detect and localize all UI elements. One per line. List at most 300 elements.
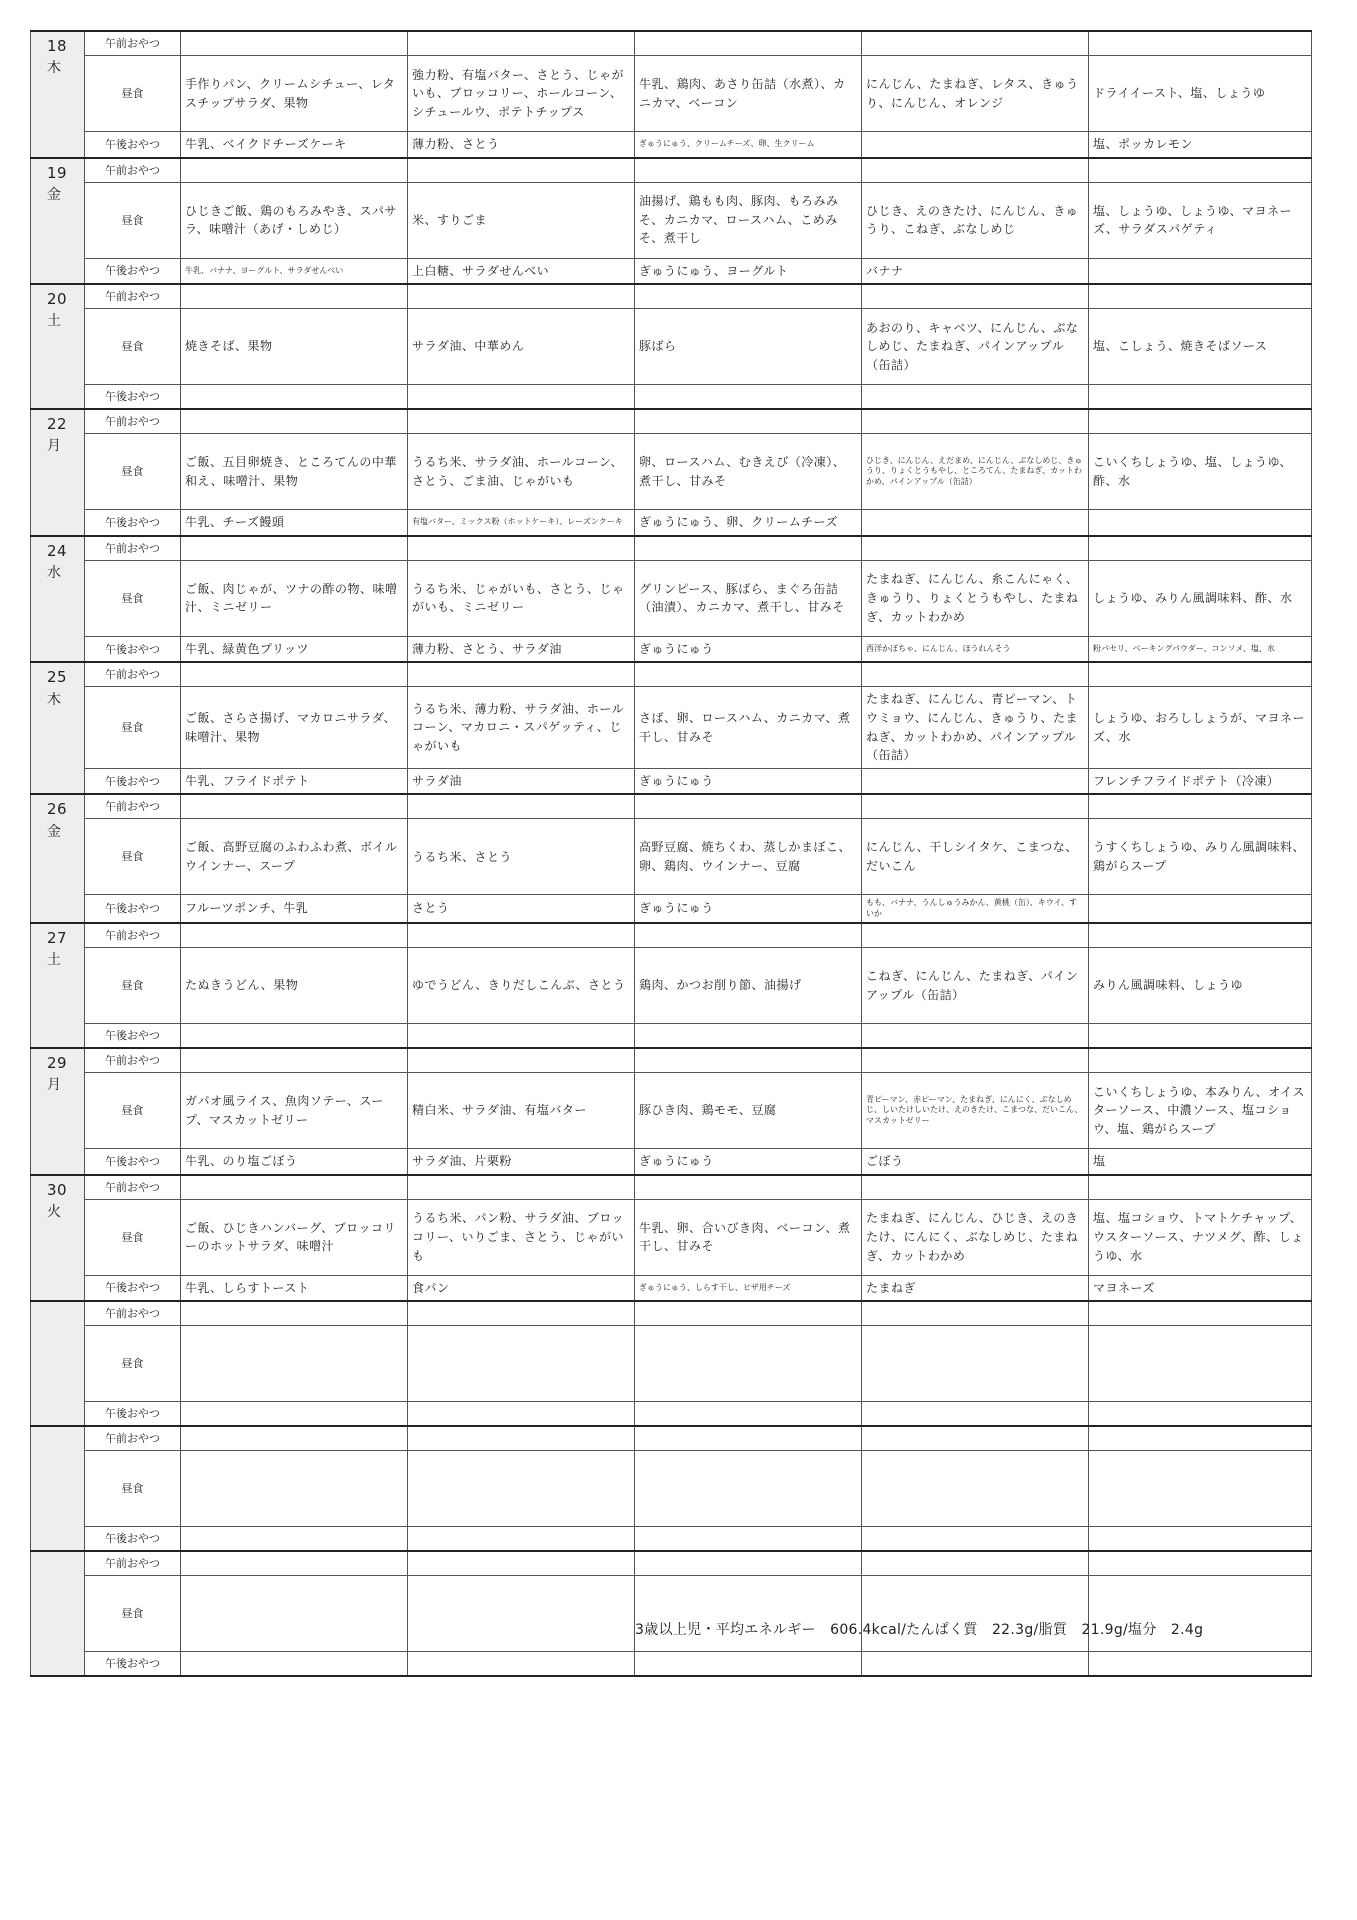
meal-row <box>31 1149 1312 1175</box>
day-date: 30 <box>47 1180 68 1199</box>
day-date: 20 <box>47 290 68 309</box>
meal-label: 昼食 <box>85 1199 181 1275</box>
menu-cell: たまねぎ、にんじん、ひじき、えのきたけ、にんにく、ぶなしめじ、たまねぎ、カットわかめ <box>862 1199 1089 1275</box>
menu-cell <box>181 536 408 561</box>
menu-cell <box>181 1175 408 1200</box>
menu-cell <box>181 1527 408 1552</box>
day-date: 19 <box>47 163 68 182</box>
day-weekday: 木 <box>47 691 62 708</box>
menu-cell: 牛乳、緑黄色プリッツ <box>181 636 408 662</box>
day-cell <box>31 536 85 663</box>
meal-label: 午前おやつ <box>85 794 181 819</box>
menu-cell <box>408 662 635 687</box>
menu-cell: 塩、こしょう、焼きそばソース <box>1089 309 1312 385</box>
menu-cell <box>862 1301 1089 1326</box>
menu-cell <box>1089 1426 1312 1451</box>
menu-cell <box>181 31 408 56</box>
menu-cell: 豚ばら <box>635 309 862 385</box>
day-cell <box>31 1301 85 1426</box>
meal-row <box>31 895 1312 923</box>
menu-cell: 牛乳、卵、合いびき肉、ベーコン、煮干し、甘みそ <box>635 1199 862 1275</box>
menu-cell <box>408 1576 635 1652</box>
menu-cell <box>862 1576 1089 1652</box>
menu-cell: みりん風調味料、しょうゆ <box>1089 948 1312 1024</box>
menu-cell <box>862 31 1089 56</box>
day-date: 29 <box>47 1054 68 1073</box>
meal-label: 午後おやつ <box>85 1402 181 1427</box>
menu-cell <box>635 1652 862 1677</box>
menu-cell: たまねぎ <box>862 1275 1089 1301</box>
menu-cell: ゆでうどん、きりだしこんぶ、さとう <box>408 948 635 1024</box>
menu-cell: 塩、塩コショウ、トマトケチャップ、ウスターソース、ナツメグ、酢、しょうゆ、水 <box>1089 1199 1312 1275</box>
menu-cell: にんじん、干しシイタケ、こまつな、だいこん <box>862 819 1089 895</box>
day-weekday: 月 <box>47 1077 62 1094</box>
meal-row <box>31 768 1312 794</box>
meal-row <box>31 1175 1312 1200</box>
menu-cell: 精白米、サラダ油、有塩バター <box>408 1073 635 1149</box>
menu-cell: 強力粉、有塩バター、さとう、じゃがいも、ブロッコリー、ホールコーン、シチュールウ、ポテトチップス <box>408 56 635 132</box>
menu-cell <box>862 1048 1089 1073</box>
day-cell <box>31 1551 85 1676</box>
menu-cell: ごぼう <box>862 1149 1089 1175</box>
menu-cell <box>181 662 408 687</box>
menu-cell: こいくちしょうゆ、本みりん、オイスターソース、中濃ソース、塩コショウ、塩、鶏がらスープ <box>1089 1073 1312 1149</box>
menu-cell: 卵、ロースハム、むきえび（冷凍）、煮干し、甘みそ <box>635 434 862 510</box>
meal-row <box>31 662 1312 687</box>
menu-table <box>30 30 1312 1677</box>
menu-cell <box>635 31 862 56</box>
meal-row <box>31 1652 1312 1677</box>
day-date: 24 <box>47 541 68 560</box>
meal-row <box>31 309 1312 385</box>
menu-cell <box>181 1551 408 1576</box>
meal-row <box>31 560 1312 636</box>
meal-row <box>31 385 1312 410</box>
meal-label: 午前おやつ <box>85 1048 181 1073</box>
menu-cell: たまねぎ、にんじん、糸こんにゃく、きゅうり、りょくとうもやし、たまねぎ、カットわかめ <box>862 560 1089 636</box>
menu-cell <box>862 1402 1089 1427</box>
meal-label: 午後おやつ <box>85 1149 181 1175</box>
menu-cell <box>635 1451 862 1527</box>
day-weekday: 木 <box>47 60 62 77</box>
menu-cell: ぎゅうにゅう <box>635 636 862 662</box>
menu-cell <box>635 1551 862 1576</box>
menu-cell <box>635 158 862 183</box>
meal-row <box>31 258 1312 284</box>
menu-cell: さとう <box>408 895 635 923</box>
day-block <box>31 31 1312 158</box>
menu-cell: しょうゆ、みりん風調味料、酢、水 <box>1089 560 1312 636</box>
menu-cell <box>1089 662 1312 687</box>
menu-cell: 牛乳、のり塩ごぼう <box>181 1149 408 1175</box>
day-block <box>31 1048 1312 1175</box>
meal-label: 午前おやつ <box>85 1175 181 1200</box>
menu-cell: うるち米、じゃがいも、さとう、じゃがいも、ミニゼリー <box>408 560 635 636</box>
menu-cell: 青ピーマン、赤ピーマン、たまねぎ、にんにく、ぶなしめじ、しいたけしいたけ、えのきたけ、こまつな、だいこん、マスカットゼリー <box>862 1073 1089 1149</box>
menu-cell <box>181 409 408 434</box>
menu-cell: ご飯、ひじきハンバーグ、ブロッコリーのホットサラダ、味噌汁 <box>181 1199 408 1275</box>
meal-label: 昼食 <box>85 56 181 132</box>
menu-cell <box>408 1551 635 1576</box>
meal-row <box>31 687 1312 768</box>
day-block <box>31 1175 1312 1302</box>
day-cell <box>31 662 85 794</box>
menu-cell <box>635 1426 862 1451</box>
meal-label: 昼食 <box>85 819 181 895</box>
menu-cell <box>635 1175 862 1200</box>
meal-row <box>31 794 1312 819</box>
meal-label: 午後おやつ <box>85 636 181 662</box>
menu-cell: 有塩バター、ミックス粉（ホットケーキ）、レーズンクーキ <box>408 510 635 536</box>
day-block <box>31 1426 1312 1551</box>
menu-cell: ドライイースト、塩、しょうゆ <box>1089 56 1312 132</box>
menu-cell: ぎゅうにゅう、しらす干し、ピザ用チーズ <box>635 1275 862 1301</box>
menu-cell <box>408 1175 635 1200</box>
menu-cell: うるち米、さとう <box>408 819 635 895</box>
menu-cell: にんじん、たまねぎ、レタス、きゅうり、にんじん、オレンジ <box>862 56 1089 132</box>
menu-cell <box>862 1326 1089 1402</box>
menu-cell: ぎゅうにゅう、ヨーグルト <box>635 258 862 284</box>
menu-cell <box>635 1048 862 1073</box>
meal-label: 午前おやつ <box>85 31 181 56</box>
nutrition-summary: 3歳以上児・平均エネルギー 606.4kcal/たんぱく質 22.3g/脂質 21.9g/塩分 2.4g <box>635 1622 1204 1638</box>
menu-cell: こねぎ、にんじん、たまねぎ、パインアップル（缶詰） <box>862 948 1089 1024</box>
menu-cell: 油揚げ、鶏もも肉、豚肉、もろみみそ、カニカマ、ロースハム、こめみそ、煮干し <box>635 182 862 258</box>
menu-cell <box>181 1048 408 1073</box>
menu-cell <box>408 536 635 561</box>
day-cell <box>31 158 85 285</box>
menu-cell: あおのり、キャベツ、にんじん、ぶなしめじ、たまねぎ、パインアップル（缶詰） <box>862 309 1089 385</box>
menu-cell <box>181 794 408 819</box>
menu-cell <box>408 1451 635 1527</box>
menu-cell <box>862 510 1089 536</box>
menu-cell <box>635 1527 862 1552</box>
menu-cell: ひじき、にんじん、えだまめ、にんじん、ぶなしめじ、きゅうり、りょくとうもやし、ところてん、たまねぎ、カットわかめ、パインアップル（缶詰） <box>862 434 1089 510</box>
meal-row <box>31 434 1312 510</box>
menu-cell <box>635 1326 862 1402</box>
menu-cell <box>1089 1402 1312 1427</box>
menu-cell: 食パン <box>408 1275 635 1301</box>
menu-cell <box>181 1301 408 1326</box>
menu-cell <box>862 1024 1089 1049</box>
meal-label: 午前おやつ <box>85 158 181 183</box>
meal-row <box>31 1024 1312 1049</box>
meal-row <box>31 1451 1312 1527</box>
menu-cell: 粉パセリ、ベーキングパウダー、コンソメ、塩、水 <box>1089 636 1312 662</box>
menu-cell <box>408 794 635 819</box>
meal-row <box>31 819 1312 895</box>
menu-cell: 豚ひき肉、鶏モモ、豆腐 <box>635 1073 862 1149</box>
menu-cell <box>862 1551 1089 1576</box>
menu-cell: ガパオ風ライス、魚肉ソテー、スープ、マスカットゼリー <box>181 1073 408 1149</box>
menu-cell <box>181 1451 408 1527</box>
menu-cell <box>1089 31 1312 56</box>
day-cell <box>31 31 85 158</box>
day-date: 27 <box>47 929 68 948</box>
menu-cell <box>1089 1451 1312 1527</box>
meal-row <box>31 1048 1312 1073</box>
meal-row <box>31 948 1312 1024</box>
menu-cell: しょうゆ、おろししょうが、マヨネーズ、水 <box>1089 687 1312 768</box>
menu-cell <box>408 1326 635 1402</box>
menu-cell <box>181 923 408 948</box>
menu-cell <box>408 1301 635 1326</box>
menu-cell: こいくちしょうゆ、塩、しょうゆ、酢、水 <box>1089 434 1312 510</box>
menu-cell <box>1089 510 1312 536</box>
menu-cell <box>181 1426 408 1451</box>
meal-label: 午後おやつ <box>85 132 181 158</box>
meal-label: 昼食 <box>85 1576 181 1652</box>
menu-cell <box>862 409 1089 434</box>
menu-cell: さば、卵、ロースハム、カニカマ、煮干し、甘みそ <box>635 687 862 768</box>
meal-label: 昼食 <box>85 182 181 258</box>
menu-cell <box>635 409 862 434</box>
meal-row <box>31 409 1312 434</box>
menu-cell <box>635 1024 862 1049</box>
day-block <box>31 923 1312 1048</box>
day-weekday: 水 <box>47 565 62 582</box>
menu-cell <box>181 1024 408 1049</box>
menu-cell: 薄力粉、さとう、サラダ油 <box>408 636 635 662</box>
day-cell <box>31 1048 85 1175</box>
meal-label: 昼食 <box>85 687 181 768</box>
menu-cell: グリンピース、豚ばら、まぐろ缶詰（油漬）、カニカマ、煮干し、甘みそ <box>635 560 862 636</box>
menu-cell: ご飯、肉じゃが、ツナの酢の物、味噌汁、ミニゼリー <box>181 560 408 636</box>
menu-cell <box>1089 385 1312 410</box>
menu-cell <box>1089 895 1312 923</box>
meal-label: 午後おやつ <box>85 768 181 794</box>
meal-label: 午前おやつ <box>85 284 181 309</box>
menu-cell: 西洋かぼちゃ、にんじん、ほうれんそう <box>862 636 1089 662</box>
menu-cell <box>1089 284 1312 309</box>
meal-row <box>31 1426 1312 1451</box>
day-date: 22 <box>47 415 68 434</box>
meal-row <box>31 132 1312 158</box>
menu-cell: 牛乳、ベイクドチーズケーキ <box>181 132 408 158</box>
meal-label: 昼食 <box>85 948 181 1024</box>
meal-row <box>31 1551 1312 1576</box>
menu-cell: サラダ油、中華めん <box>408 309 635 385</box>
meal-row <box>31 56 1312 132</box>
menu-cell <box>862 662 1089 687</box>
menu-cell <box>862 1451 1089 1527</box>
meal-label: 午後おやつ <box>85 1024 181 1049</box>
meal-label: 午前おやつ <box>85 409 181 434</box>
day-block <box>31 536 1312 663</box>
menu-cell: ご飯、五目卵焼き、ところてんの中華和え、味噌汁、果物 <box>181 434 408 510</box>
day-cell <box>31 923 85 1048</box>
menu-cell: フレンチフライドポテト（冷凍） <box>1089 768 1312 794</box>
menu-cell <box>1089 1652 1312 1677</box>
menu-cell <box>635 923 862 948</box>
menu-cell <box>408 409 635 434</box>
meal-label: 午後おやつ <box>85 1652 181 1677</box>
meal-label: 昼食 <box>85 434 181 510</box>
day-weekday: 金 <box>47 186 62 203</box>
menu-cell: 米、すりごま <box>408 182 635 258</box>
menu-cell <box>181 1402 408 1427</box>
menu-cell: ひじき、えのきたけ、にんじん、きゅうり、こねぎ、ぶなしめじ <box>862 182 1089 258</box>
menu-cell <box>862 1426 1089 1451</box>
meal-row <box>31 1199 1312 1275</box>
menu-cell <box>1089 536 1312 561</box>
meal-label: 昼食 <box>85 1326 181 1402</box>
menu-cell <box>408 1527 635 1552</box>
menu-cell <box>635 1576 862 1652</box>
menu-cell <box>1089 1301 1312 1326</box>
day-block <box>31 1301 1312 1426</box>
menu-cell <box>635 1402 862 1427</box>
day-weekday: 土 <box>47 313 62 330</box>
menu-cell <box>635 1301 862 1326</box>
menu-cell <box>1089 1024 1312 1049</box>
menu-cell: ご飯、さらさ揚げ、マカロニサラダ、味噌汁、果物 <box>181 687 408 768</box>
menu-cell: 高野豆腐、焼ちくわ、蒸しかまぼこ、卵、鶏肉、ウインナー、豆腐 <box>635 819 862 895</box>
menu-cell: たぬきうどん、果物 <box>181 948 408 1024</box>
day-date: 25 <box>47 668 68 687</box>
meal-label: 午後おやつ <box>85 258 181 284</box>
menu-cell <box>408 31 635 56</box>
menu-cell <box>181 158 408 183</box>
menu-cell: 上白糖、サラダせんべい <box>408 258 635 284</box>
menu-cell <box>408 1652 635 1677</box>
day-block <box>31 662 1312 794</box>
meal-row <box>31 1301 1312 1326</box>
meal-label: 昼食 <box>85 1451 181 1527</box>
menu-cell <box>408 1402 635 1427</box>
menu-cell <box>408 1024 635 1049</box>
day-cell <box>31 794 85 923</box>
menu-cell: もも、バナナ、うんしゅうみかん、黄桃（缶）、キウイ、すいか <box>862 895 1089 923</box>
menu-cell <box>862 158 1089 183</box>
menu-cell: ぎゅうにゅう <box>635 1149 862 1175</box>
meal-row <box>31 1073 1312 1149</box>
menu-cell <box>635 284 862 309</box>
menu-cell: 焼きそば、果物 <box>181 309 408 385</box>
menu-cell <box>181 385 408 410</box>
menu-cell <box>862 385 1089 410</box>
day-cell <box>31 284 85 409</box>
day-block <box>31 409 1312 536</box>
menu-cell <box>181 1576 408 1652</box>
menu-cell <box>862 284 1089 309</box>
meal-row <box>31 923 1312 948</box>
menu-cell: 牛乳、フライドポテト <box>181 768 408 794</box>
menu-cell <box>1089 1048 1312 1073</box>
meal-label: 午前おやつ <box>85 1551 181 1576</box>
menu-cell: ぎゅうにゅう、卵、クリームチーズ <box>635 510 862 536</box>
menu-cell <box>635 536 862 561</box>
menu-cell: たまねぎ、にんじん、青ピーマン、トウミョウ、にんじん、きゅうり、たまねぎ、カットわかめ、パインアップル（缶詰） <box>862 687 1089 768</box>
menu-cell <box>862 1652 1089 1677</box>
menu-cell <box>1089 158 1312 183</box>
meal-label: 午後おやつ <box>85 1527 181 1552</box>
day-date: 18 <box>47 37 68 55</box>
menu-cell <box>862 132 1089 158</box>
menu-cell: サラダ油 <box>408 768 635 794</box>
menu-cell: 牛乳、チーズ饅頭 <box>181 510 408 536</box>
menu-cell <box>635 385 862 410</box>
meal-label: 午前おやつ <box>85 1426 181 1451</box>
menu-cell: 塩、ポッカレモン <box>1089 132 1312 158</box>
menu-cell: うすくちしょうゆ、みりん風調味料、鶏がらスープ <box>1089 819 1312 895</box>
day-weekday: 土 <box>47 952 62 969</box>
meal-label: 昼食 <box>85 309 181 385</box>
menu-cell <box>1089 1551 1312 1576</box>
meal-label: 午後おやつ <box>85 1275 181 1301</box>
day-block <box>31 794 1312 923</box>
menu-cell <box>408 1426 635 1451</box>
menu-cell <box>408 158 635 183</box>
menu-cell <box>862 768 1089 794</box>
menu-cell <box>1089 1527 1312 1552</box>
menu-cell: ぎゅうにゅう <box>635 768 862 794</box>
day-cell <box>31 1426 85 1551</box>
menu-cell <box>181 1652 408 1677</box>
menu-cell <box>862 923 1089 948</box>
menu-cell: フルーツポンチ、牛乳 <box>181 895 408 923</box>
menu-cell <box>1089 794 1312 819</box>
meal-label: 午前おやつ <box>85 536 181 561</box>
meal-row <box>31 182 1312 258</box>
menu-cell <box>635 794 862 819</box>
menu-cell <box>408 284 635 309</box>
menu-cell: うるち米、パン粉、サラダ油、ブロッコリー、いりごま、さとう、じゃがいも <box>408 1199 635 1275</box>
day-weekday: 月 <box>47 438 62 455</box>
menu-cell <box>408 385 635 410</box>
meal-label: 午後おやつ <box>85 895 181 923</box>
menu-cell <box>1089 409 1312 434</box>
menu-cell: バナナ <box>862 258 1089 284</box>
meal-label: 午前おやつ <box>85 1301 181 1326</box>
menu-cell: 塩 <box>1089 1149 1312 1175</box>
meal-label: 昼食 <box>85 1073 181 1149</box>
day-block <box>31 158 1312 285</box>
menu-cell: 塩、しょうゆ、しょうゆ、マヨネーズ、サラダスパゲティ <box>1089 182 1312 258</box>
menu-cell <box>1089 1175 1312 1200</box>
meal-label: 午後おやつ <box>85 385 181 410</box>
day-weekday: 火 <box>47 1203 62 1220</box>
menu-cell <box>1089 1326 1312 1402</box>
meal-row <box>31 158 1312 183</box>
menu-cell: 手作りパン、クリームシチュー、レタスチップサラダ、果物 <box>181 56 408 132</box>
menu-cell <box>408 1048 635 1073</box>
day-cell <box>31 409 85 536</box>
menu-cell: ぎゅうにゅう、クリームチーズ、卵、生クリーム <box>635 132 862 158</box>
meal-row <box>31 536 1312 561</box>
menu-cell <box>635 662 862 687</box>
menu-cell: ひじきご飯、鶏のもろみやき、スパサラ、味噌汁（あげ・しめじ） <box>181 182 408 258</box>
menu-cell: サラダ油、片栗粉 <box>408 1149 635 1175</box>
day-weekday: 金 <box>47 823 62 840</box>
meal-row <box>31 510 1312 536</box>
menu-cell <box>862 794 1089 819</box>
menu-cell <box>862 1527 1089 1552</box>
menu-cell: うるち米、薄力粉、サラダ油、ホールコーン、マカロニ・スパゲッティ、じゃがいも <box>408 687 635 768</box>
menu-cell: 薄力粉、さとう <box>408 132 635 158</box>
menu-cell <box>862 1175 1089 1200</box>
menu-cell <box>862 536 1089 561</box>
menu-cell: マヨネーズ <box>1089 1275 1312 1301</box>
menu-cell: 牛乳、しらすトースト <box>181 1275 408 1301</box>
day-date: 26 <box>47 800 68 819</box>
menu-cell: 牛乳、バナナ、ヨーグルト、サラダせんべい <box>181 258 408 284</box>
meal-label: 午前おやつ <box>85 662 181 687</box>
meal-row <box>31 636 1312 662</box>
meal-label: 昼食 <box>85 560 181 636</box>
meal-row <box>31 284 1312 309</box>
meal-row <box>31 1576 1312 1652</box>
